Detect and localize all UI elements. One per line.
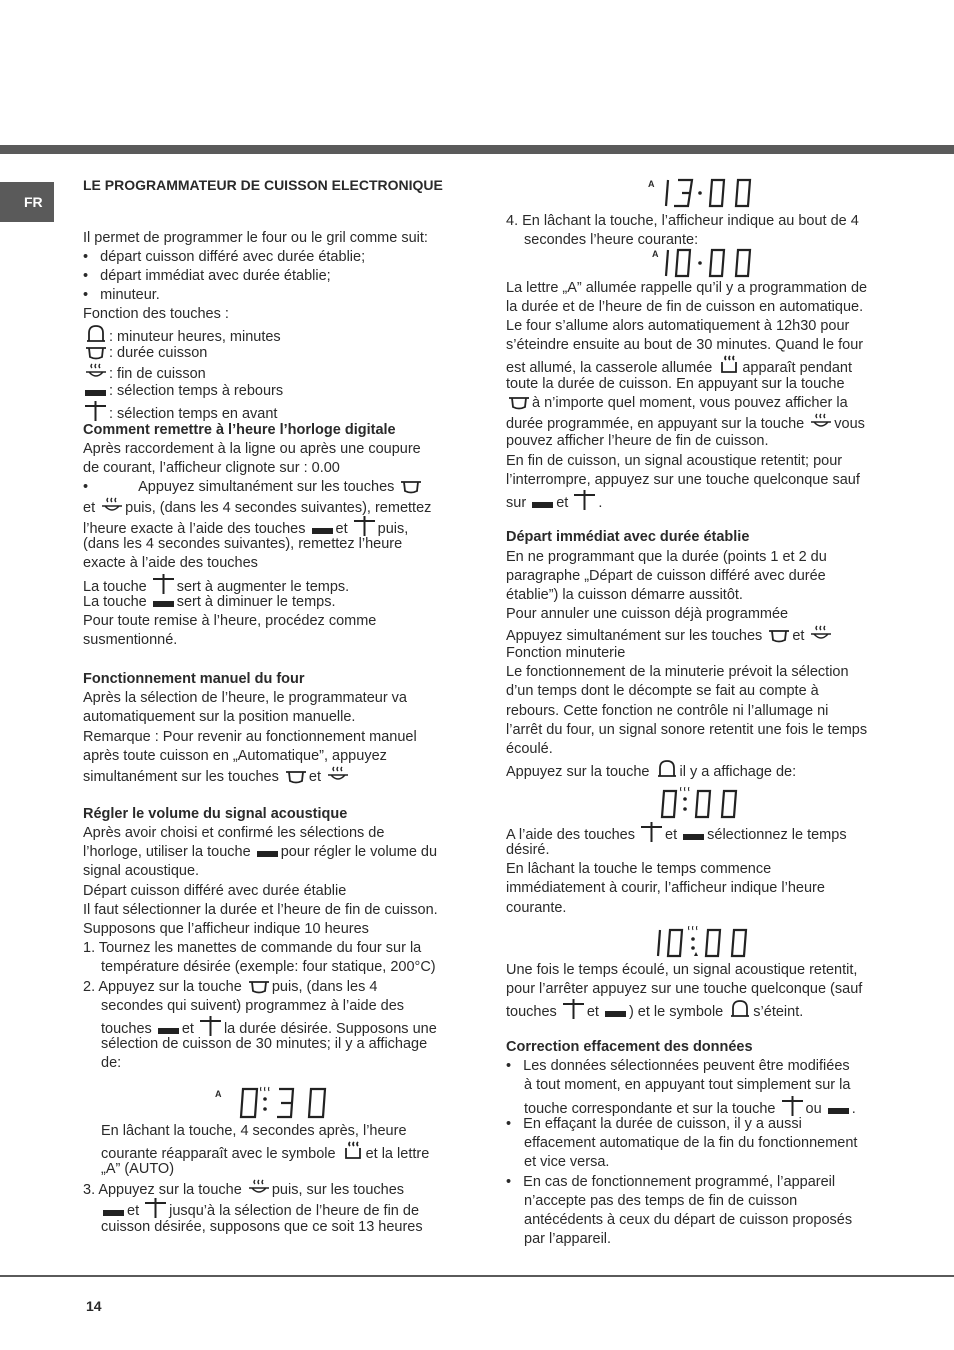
body-line: En lâchant la touche, 4 secondes après, l’heure bbox=[101, 1123, 407, 1139]
body-line: En ne programmant que la durée (points 1 et 2 du bbox=[506, 549, 827, 565]
body-line: Le fonctionnement de la minuterie prévoit la sélection bbox=[506, 664, 849, 680]
body-line: courante. bbox=[506, 900, 567, 916]
body-line: à n’importe quel moment, vous pouvez afficher la bbox=[506, 394, 848, 413]
minus-icon bbox=[153, 599, 175, 609]
body-line: 2. Appuyez sur la touche puis, (dans les 4 bbox=[83, 979, 378, 995]
body-line: effacement automatique de la fin du fonctionnement bbox=[524, 1135, 858, 1151]
hot-dish-icon bbox=[85, 363, 107, 381]
body-line: Une fois le temps écoulé, un signal acoustique retentit, bbox=[506, 962, 858, 978]
body-line: courante réapparaît avec le symbole et la lettre bbox=[101, 1141, 429, 1164]
lcd-digits bbox=[660, 247, 770, 279]
body-line: cuisson désirée, supposons que ce soit 13 heures bbox=[101, 1219, 423, 1235]
body-line: d’un temps dont le décompte se fait au compte à bbox=[506, 683, 819, 699]
plus-icon bbox=[200, 1016, 222, 1036]
lcd-digits bbox=[237, 1085, 357, 1121]
hot-dish-icon bbox=[810, 625, 832, 643]
auto-letter: A bbox=[215, 1089, 222, 1099]
key-row: : durée cuisson bbox=[83, 344, 207, 363]
body-line: après toute cuisson en „Automatique”, appuyez bbox=[83, 748, 387, 764]
body-line: Appuyez sur la touche il y a affichage de: bbox=[506, 759, 796, 782]
list-item: • minuteur. bbox=[83, 287, 160, 303]
bell-icon bbox=[656, 759, 678, 779]
body-line: paragraphe „Départ de cuisson différé avec durée bbox=[506, 568, 826, 584]
plus-icon bbox=[85, 401, 107, 421]
body-line: touches et ) et le symbole s’éteint. bbox=[506, 999, 803, 1022]
intro-text: Il permet de programmer le four ou le gril comme suit: bbox=[83, 230, 428, 246]
pot-icon bbox=[285, 768, 307, 784]
header-bar bbox=[0, 145, 954, 154]
body-line: et jusqu’à la sélection de l’heure de fin de bbox=[101, 1198, 419, 1221]
lcd-digits bbox=[660, 177, 770, 209]
pot-icon bbox=[248, 978, 270, 994]
body-line: l’horloge, utiliser la touche pour régler le volume du bbox=[83, 844, 438, 860]
body-line: Après avoir choisi et confirmé les sélections de bbox=[83, 825, 385, 841]
body-line: n’accepte pas des temps de fin de cuisson bbox=[524, 1193, 798, 1209]
body-line: touche correspondante et sur la touche ou . bbox=[524, 1096, 856, 1119]
plus-icon bbox=[574, 490, 596, 510]
key-row: : fin de cuisson bbox=[83, 363, 206, 384]
body-line: rebours. Cette fonction ne contrôle ni l’allumage ni bbox=[506, 703, 829, 719]
minus-icon bbox=[683, 832, 705, 842]
section-heading: Départ immédiat avec durée établie bbox=[506, 529, 750, 545]
list-item: • Les données sélectionnées peuvent être modifiées bbox=[506, 1058, 850, 1074]
body-line: température désirée (exemple: four statique, 200°C) bbox=[101, 959, 436, 975]
list-item: • En cas de fonctionnement programmé, l’appareil bbox=[506, 1174, 836, 1190]
body-line: écoulé. bbox=[506, 741, 553, 757]
auto-letter: A bbox=[648, 179, 655, 189]
body-line: • Appuyez simultanément sur les touches bbox=[83, 478, 424, 497]
body-line: En lâchant la touche le temps commence bbox=[506, 861, 772, 877]
section-heading: Fonctionnement manuel du four bbox=[83, 671, 305, 687]
footer-rule bbox=[0, 1275, 954, 1277]
body-line: s’éteindre ensuite au bout de 30 minutes. Quand le four bbox=[506, 337, 864, 353]
body-line: A l’aide des touches et sélectionnez le temps bbox=[506, 822, 847, 845]
body-line: signal acoustique. bbox=[83, 863, 200, 879]
lcd-display bbox=[652, 926, 762, 964]
body-line: secondes qui suivent) programmez à l’aide des bbox=[101, 998, 405, 1014]
body-line: Après la sélection de l’heure, le programmateur va bbox=[83, 690, 407, 706]
key-row: : minuteur heures, minutes bbox=[83, 324, 281, 347]
body-line: „A” (AUTO) bbox=[101, 1161, 175, 1177]
page-number: 14 bbox=[86, 1298, 102, 1314]
body-line: et puis, (dans les 4 secondes suivantes), remettez bbox=[83, 497, 431, 518]
pot-icon bbox=[85, 344, 107, 360]
body-line: l’heure exacte à l’aide des touches et puis, bbox=[83, 516, 408, 539]
body-line: exacte à l’aide des touches bbox=[83, 555, 258, 571]
lit-pan-icon bbox=[718, 355, 740, 375]
body-line: Appuyez simultanément sur les touches et bbox=[506, 625, 834, 646]
hot-dish-icon bbox=[810, 413, 832, 431]
section-heading: Régler le volume du signal acoustique bbox=[83, 806, 348, 822]
hot-dish-icon bbox=[101, 497, 123, 515]
minus-icon bbox=[103, 1208, 125, 1218]
bell-icon bbox=[729, 999, 751, 1019]
plus-icon bbox=[145, 1198, 167, 1218]
minus-icon bbox=[257, 849, 279, 859]
body-line: En fin de cuisson, un signal acoustique retentit; pour bbox=[506, 453, 843, 469]
body-line: est allumé, la casserole allumée apparaît pendant bbox=[506, 355, 852, 378]
minus-icon bbox=[532, 500, 554, 510]
body-line: Le four s’allume alors automatiquement à 12h30 pour bbox=[506, 318, 850, 334]
pot-icon bbox=[508, 394, 530, 410]
body-line: la durée et de l’heure de fin de cuisson en automatique. bbox=[506, 299, 864, 315]
body-line: Supposons que l’afficheur indique 10 heures bbox=[83, 921, 369, 937]
body-line: désiré. bbox=[506, 842, 550, 858]
hot-dish-icon bbox=[327, 766, 349, 784]
body-line: secondes l’heure courante: bbox=[524, 232, 699, 248]
body-line: Fonction minuterie bbox=[506, 645, 626, 661]
body-line: touches et la durée désirée. Supposons une bbox=[101, 1016, 437, 1039]
keys-intro: Fonction des touches : bbox=[83, 306, 229, 322]
body-line: Pour annuler une cuisson déjà programmée bbox=[506, 606, 789, 622]
body-line: pouvez afficher l’heure de fin de cuisson. bbox=[506, 433, 769, 449]
body-line: et vice versa. bbox=[524, 1154, 610, 1170]
list-item: • départ immédiat avec durée établie; bbox=[83, 268, 331, 284]
key-row: : sélection temps à rebours bbox=[83, 382, 283, 401]
body-line: pour l’arrêter appuyez sur une touche quelconque (sauf bbox=[506, 981, 863, 997]
body-line: de courant, l’afficheur clignote sur : 0.00 bbox=[83, 460, 340, 476]
minus-icon bbox=[85, 388, 107, 398]
body-line: La touche sert à augmenter le temps. bbox=[83, 574, 349, 597]
lcd-digits bbox=[652, 926, 762, 960]
list-item: • départ cuisson différé avec durée établie; bbox=[83, 249, 366, 265]
body-line: La touche sert à diminuer le temps. bbox=[83, 594, 336, 610]
lit-pan-icon bbox=[342, 1141, 364, 1161]
body-line: immédiatement à courir, l’afficheur indique l’heure bbox=[506, 880, 825, 896]
hot-dish-icon bbox=[248, 1179, 270, 1197]
body-line: Remarque : Pour revenir au fonctionnement manuel bbox=[83, 729, 417, 745]
minus-icon bbox=[605, 1009, 627, 1019]
body-line: automatiquement sur la position manuelle. bbox=[83, 709, 356, 725]
lcd-digits bbox=[658, 787, 748, 821]
pot-icon bbox=[768, 627, 790, 643]
body-line: par l’appareil. bbox=[524, 1231, 612, 1247]
pot-icon bbox=[400, 478, 422, 494]
page-title: LE PROGRAMMATEUR DE CUISSON ELECTRONIQUE bbox=[83, 177, 443, 193]
section-heading: Comment remettre à l’heure l’horloge digitale bbox=[83, 422, 396, 438]
body-line: sur et . bbox=[506, 490, 602, 513]
plus-icon bbox=[782, 1096, 804, 1116]
body-line: de: bbox=[101, 1055, 122, 1071]
body-line: La lettre „A” allumée rappelle qu’il y a programmation de bbox=[506, 280, 868, 296]
body-line: susmentionné. bbox=[83, 632, 178, 648]
body-line: (dans les 4 secondes suivantes), remettez l’heure bbox=[83, 536, 403, 552]
plus-icon bbox=[563, 999, 585, 1019]
body-line: l’arrêt du four, un signal sonore retentit une fois le temps bbox=[506, 722, 868, 738]
bell-icon bbox=[85, 324, 107, 344]
body-line: toute la durée de cuisson. En appuyant sur la touche bbox=[506, 376, 845, 392]
body-line: 4. En lâchant la touche, l’afficheur indique au bout de 4 bbox=[506, 213, 859, 229]
plus-icon bbox=[354, 516, 376, 536]
body-line: l’interrompre, appuyez sur une touche quelconque sauf bbox=[506, 472, 860, 488]
body-line: Pour toute remise à l’heure, procédez comme bbox=[83, 613, 377, 629]
body-line: Départ cuisson différé avec durée établie bbox=[83, 883, 347, 899]
body-line: établie”) la cuisson démarre aussitôt. bbox=[506, 587, 743, 603]
body-line: à tout moment, en appuyant tout simplement sur la bbox=[524, 1077, 851, 1093]
body-line: durée programmée, en appuyant sur la touche vous bbox=[506, 413, 865, 434]
plus-icon bbox=[641, 822, 663, 842]
minus-icon bbox=[828, 1106, 850, 1116]
body-line: 3. Appuyez sur la touche puis, sur les touches bbox=[83, 1179, 404, 1200]
auto-letter: A bbox=[652, 249, 659, 259]
list-item: • En effaçant la durée de cuisson, il y a aussi bbox=[506, 1116, 802, 1132]
lcd-display bbox=[658, 787, 748, 825]
body-line: sélection de cuisson de 30 minutes; il y a affichage bbox=[101, 1036, 428, 1052]
body-line: Après raccordement à la ligne ou après une coupure bbox=[83, 441, 421, 457]
section-heading: Correction effacement des données bbox=[506, 1039, 753, 1055]
key-row: : sélection temps en avant bbox=[83, 401, 277, 424]
body-line: simultanément sur les touches et bbox=[83, 766, 351, 787]
body-line: 1. Tournez les manettes de commande du four sur la bbox=[83, 940, 422, 956]
body-line: antécédents à ceux du départ de cuisson proposés bbox=[524, 1212, 853, 1228]
language-tab: FR bbox=[0, 182, 54, 222]
plus-icon bbox=[153, 574, 175, 594]
body-line: Il faut sélectionner la durée et l’heure de fin de cuisson. bbox=[83, 902, 438, 918]
